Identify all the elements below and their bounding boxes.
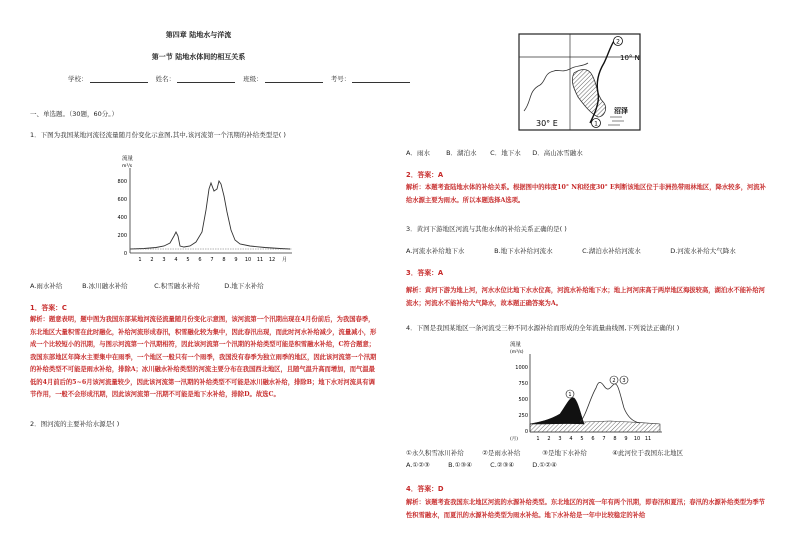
- q2-stem: 2．图河流的主要补给水源是( ): [30, 420, 120, 428]
- q2-options: [406, 148, 583, 157]
- name-label: 姓名：: [155, 75, 176, 83]
- q2-lat-label: 10° N: [620, 54, 640, 62]
- q3-option-a[interactable]: A.河流水补给地下水: [406, 247, 465, 255]
- q2-explanation: 解析：本题考查陆地水体的补给关系。根据图中的纬度10° N和经度30° E判断该地区位于非洲热带雨林地区，降水较多，河流补给水源主要为雨水。所以本题选择A选项。: [406, 184, 766, 204]
- q1-stem: 1．下图为我国某地河流径流量随月份变化示意图,其中,该河流第一个汛期的补给类型是( ): [30, 131, 286, 139]
- q4-xtick: 7: [602, 436, 606, 442]
- q4-option-d[interactable]: D.①②④: [532, 461, 557, 469]
- q4-stem: 4．下图是我国某地区一条河流受三种不同水源补给而形成的全年流量曲线图,下列说法正确的( ): [406, 324, 680, 332]
- q4-xtick: 4: [569, 436, 573, 442]
- q2-option-a[interactable]: A．雨水: [406, 149, 430, 157]
- q1-xtick: 6: [198, 257, 202, 263]
- q1-runoff-chart: [100, 150, 300, 270]
- q3-stem: 3．黄河下游地区河流与其他水体的补给关系正确的是( ): [406, 225, 567, 233]
- student-info-row: [68, 74, 416, 83]
- q1-runoff-curve: [130, 181, 290, 249]
- q1-option-a[interactable]: A.雨水补给: [30, 282, 63, 290]
- q1-xtick: 7: [210, 257, 214, 263]
- school-field[interactable]: [90, 75, 148, 83]
- q3-option-d[interactable]: D.河流水补给大气降水: [670, 247, 736, 255]
- q1-options: [30, 281, 264, 290]
- q1-yticks: [117, 179, 127, 257]
- section-heading: 一、单选题。（30题，60分。）: [30, 110, 119, 118]
- q4-chart-yunit: (m³/s): [510, 350, 524, 355]
- exam-no-field[interactable]: [352, 75, 410, 83]
- q4-option-b[interactable]: B.①③④: [448, 461, 473, 469]
- q1-xtick: 9: [234, 257, 238, 263]
- q2-option-d[interactable]: D．高山冰雪融水: [532, 149, 583, 157]
- q1-option-b[interactable]: B.冰川融水补给: [82, 282, 128, 290]
- q4-xticks: [536, 436, 651, 442]
- q4-option-c[interactable]: C.②③④: [490, 461, 515, 469]
- q4-statements: [406, 448, 683, 457]
- q4-rain-curve: [580, 382, 640, 423]
- q4-ytick: 250: [518, 413, 528, 419]
- exam-no-label: 考号：: [330, 75, 351, 83]
- q4-options: [406, 461, 557, 469]
- q2-label-2: 2: [616, 38, 620, 46]
- q1-xtick: 5: [186, 257, 190, 263]
- q2-option-b[interactable]: B．湖泊水: [446, 149, 477, 157]
- q1-xticks: [138, 256, 287, 263]
- q1-xtick: 1: [138, 257, 142, 263]
- q2-label-1: 1: [594, 120, 598, 128]
- q1-ytick: 400: [117, 215, 127, 221]
- q4-runoff-chart: [500, 338, 670, 443]
- q4-answer: 4．答案：D: [406, 485, 444, 493]
- q2-map: [518, 33, 642, 133]
- q4-xtick: 5: [580, 436, 584, 442]
- school-label: 学校：: [68, 75, 88, 83]
- q4-xtick: 11: [644, 436, 652, 442]
- q3-explanation: 解析：黄河下游为地上河，河水水位比地下水水位高，河流水补给地下水；地上河河床高于两岸地区海拔较高，湖泊水不能补给河流水；河流水不能补给大气降水，故本题正确答案为A。: [406, 287, 765, 307]
- q4-ytick: 500: [518, 397, 528, 403]
- q3-option-b[interactable]: B.地下水补给河流水: [494, 247, 553, 255]
- q1-ytick: 0: [123, 251, 127, 257]
- q3-options: [406, 246, 736, 255]
- q4-ytick: 750: [518, 381, 528, 387]
- q1-xunit: 月: [282, 257, 288, 263]
- q1-option-d[interactable]: D.地下水补给: [224, 282, 264, 290]
- name-field[interactable]: [177, 75, 235, 83]
- q1-ytick: 200: [117, 233, 127, 239]
- class-label: 班级：: [243, 75, 263, 83]
- q1-xtick: 3: [162, 257, 166, 263]
- q4-ytick: 0: [524, 429, 528, 435]
- section-title: 第一节 陆地水体间的相互关系: [151, 53, 246, 61]
- q2-answer: 2．答案：A: [406, 171, 444, 179]
- q4-xtick: 3: [558, 436, 562, 442]
- q3-answer: 3．答案：A: [406, 269, 444, 277]
- q1-chart-yunit: m³/s: [122, 164, 133, 169]
- q4-xtick: 9: [624, 436, 628, 442]
- q4-xtick: 2: [547, 436, 551, 442]
- q4-curve-label-2: 2: [612, 378, 616, 384]
- q4-curve-label-3: 3: [622, 378, 626, 384]
- q4-area-snowmelt: [530, 398, 584, 424]
- q4-statement-2: ②是雨水补给: [482, 449, 521, 457]
- class-field[interactable]: [265, 75, 323, 83]
- q4-ytick: 1000: [515, 365, 528, 371]
- q4-yticks: [515, 365, 528, 435]
- q1-answer: 1．答案：C: [30, 304, 67, 312]
- q4-xtick: 6: [591, 436, 595, 442]
- q1-xtick: 11: [256, 257, 264, 263]
- q4-explanation: 解析：该题考查我国东北地区河流的水源补给类型。东北地区的河流一年有两个汛期，即春汛和夏汛；春汛的水源补给类型为季节性积雪融水，而夏汛的水源补给类型为雨水补给。地下水补给是一年中比较稳定的补给: [406, 499, 765, 519]
- q4-option-a[interactable]: A.①②③: [406, 461, 430, 469]
- q4-statement-3: ③是地下水补给: [542, 449, 587, 457]
- q4-curve-label-1: 1: [568, 392, 572, 398]
- q4-xtick: 1: [536, 436, 540, 442]
- q1-explanation: 解析：题意表明，题中图为我国东部某地河流径流量随月份变化示意图，该河流第一个汛期出现在4月份前后，为我国春季，东北地区大量积雪在此时融化，补给河流形成春汛，积雪融化较为集中，因此春汛出现，而此时河水补给减少，流量减小，形成一个比较短小的汛期，与图示河流第一个汛期相符，因此该河流第一个汛期的补给类型可能是积雪融水补给，C符合题意；我国东部地区年降水主要集中在雨季，一个地区一般只有一个雨季，我国没有春季为独立雨季的地区，因此该河流第一个汛期的补给类型不可能是雨水补给，排除A；冰川融水补给类型的河流主要分布在我国西北地区，且随气温升高而增加，而气温最低的4月前后的5~6月该河流量较少，因此该河流第一汛期的补给类型不可能是冰川融水补给，排除B；地下水对河流具有调节作用，一般不会形成汛期，因此该河流第一汛期不可能是地下水补给，排除D。故选C。: [30, 316, 377, 398]
- q2-swamp-label: 沼泽: [614, 107, 628, 115]
- q1-xtick: 2: [150, 257, 154, 263]
- q2-lon-label: 30° E: [536, 119, 558, 128]
- q4-xunit: (月): [510, 437, 519, 442]
- q1-xtick: 12: [268, 257, 276, 263]
- q1-ytick: 800: [117, 179, 127, 185]
- q4-statement-4: ④此河位于我国东北地区: [612, 449, 684, 457]
- chapter-title: 第四章 陆地水与洋流: [165, 31, 232, 39]
- q1-xtick: 8: [222, 257, 226, 263]
- q4-xtick: 10: [633, 436, 641, 442]
- q2-option-c[interactable]: C．地下水: [490, 149, 521, 157]
- q4-chart-ylabel: 流量: [510, 342, 522, 348]
- q3-option-c[interactable]: C.湖泊水补给河流水: [582, 247, 641, 255]
- q1-chart-ylabel: 流量: [122, 156, 134, 162]
- q1-ytick: 600: [117, 197, 127, 203]
- q4-xtick: 8: [613, 436, 617, 442]
- q1-xtick: 10: [244, 257, 252, 263]
- q1-xtick: 4: [174, 257, 178, 263]
- q1-option-c[interactable]: C.积雪融水补给: [154, 282, 200, 290]
- q4-statement-1: ①永久积雪冰川补给: [406, 449, 464, 457]
